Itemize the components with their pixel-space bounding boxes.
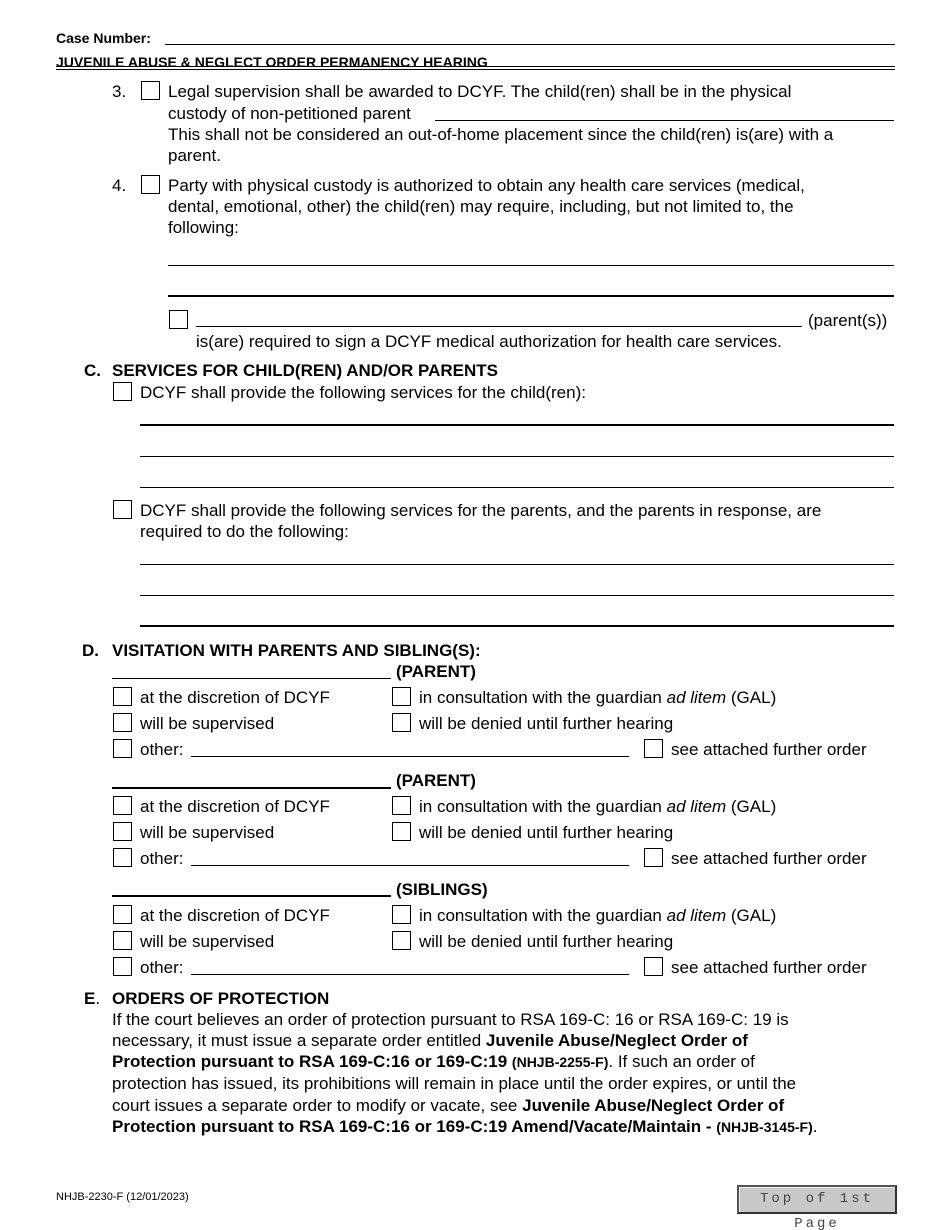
section-d-letter: D. <box>82 641 99 660</box>
g2-other-label: other: <box>140 849 184 868</box>
parents-suffix: (parent(s)) <box>808 311 888 330</box>
child-services-checkbox[interactable] <box>113 382 132 401</box>
section-e-line4: protection has issued, its prohibitions will remain in place until the order expires, or until the <box>112 1074 797 1093</box>
medical-authorization-text: is(are) required to sign a DCYF medical authorization for health care services. <box>196 332 782 351</box>
case-number-field[interactable] <box>165 44 895 45</box>
g1-discretion-label: at the discretion of DCYF <box>140 688 330 707</box>
section-c-letter: C. <box>84 361 101 380</box>
g1-attached-label: see attached further order <box>671 740 867 759</box>
item3-line1: Legal supervision shall be awarded to DCYF. The child(ren) shall be in the physical <box>168 82 792 101</box>
g2-supervised-label: will be supervised <box>140 823 275 842</box>
g3-supervised-checkbox[interactable] <box>113 931 132 950</box>
section-d-title: VISITATION WITH PARENTS AND SIBLING(S): <box>112 641 481 660</box>
form-id: NHJB-2230-F (12/01/2023) <box>56 1191 189 1203</box>
form-title: JUVENILE ABUSE & NEGLECT ORDER PERMANENCY HEARING <box>56 54 488 70</box>
header-rule-2 <box>56 69 895 70</box>
section-e-letter: E. <box>84 989 101 1008</box>
g3-discretion-checkbox[interactable] <box>113 905 132 924</box>
g2-denied-checkbox[interactable] <box>392 822 411 841</box>
g3-other-checkbox[interactable] <box>113 957 132 976</box>
section-e-line1: If the court believes an order of protection pursuant to RSA 169-C: 16 or RSA 169-C: 19 is <box>112 1010 789 1029</box>
item3-checkbox[interactable] <box>141 81 160 100</box>
g2-other-checkbox[interactable] <box>113 848 132 867</box>
item4-line3: following: <box>168 218 239 237</box>
parent-services-line1: DCYF shall provide the following services for the parents, and the parents in response, are <box>140 501 822 520</box>
parent-services-line2: required to do the following: <box>140 522 349 541</box>
parent-services-field-2[interactable] <box>140 595 894 596</box>
g3-consultation-label: in consultation with the guardian ad litem (GAL) <box>419 906 777 925</box>
g1-consultation-label: in consultation with the guardian ad litem (GAL) <box>419 688 777 707</box>
g3-other-field[interactable] <box>191 974 629 975</box>
item4-line2: dental, emotional, other) the child(ren) may require, including, but not limited to, the <box>168 197 794 216</box>
child-services-field-1[interactable] <box>140 424 894 426</box>
section-c-title: SERVICES FOR CHILD(REN) AND/OR PARENTS <box>112 361 498 380</box>
header-rule <box>56 66 895 67</box>
g3-attached-checkbox[interactable] <box>644 957 663 976</box>
item4-line1: Party with physical custody is authorized to obtain any health care services (medical, <box>168 176 805 195</box>
child-services-text: DCYF shall provide the following services for the child(ren): <box>140 383 586 402</box>
g1-other-checkbox[interactable] <box>113 739 132 758</box>
item4-number: 4. <box>112 176 127 195</box>
section-e-line3: Protection pursuant to RSA 169-C:16 or 169-C:19 (NHJB-2255-F). If such an order of <box>112 1052 755 1071</box>
section-e-line5: court issues a separate order to modify or vacate, see Juvenile Abuse/Neglect Order of <box>112 1096 785 1115</box>
section-e-line2: necessary, it must issue a separate order entitled Juvenile Abuse/Neglect Order of <box>112 1031 748 1050</box>
g3-supervised-label: will be supervised <box>140 932 275 951</box>
item3-number: 3. <box>112 82 127 101</box>
item3-line3: This shall not be considered an out-of-home placement since the child(ren) is(are) with a <box>168 125 834 144</box>
visitation-siblings-name-field[interactable] <box>112 895 391 897</box>
g3-consultation-checkbox[interactable] <box>392 905 411 924</box>
g1-attached-checkbox[interactable] <box>644 739 663 758</box>
g3-denied-checkbox[interactable] <box>392 931 411 950</box>
section-e-line6: Protection pursuant to RSA 169-C:16 or 169-C:19 Amend/Vacate/Maintain - (NHJB-3145-F). <box>112 1117 818 1136</box>
child-services-field-2[interactable] <box>140 456 894 457</box>
case-number-label: Case Number: <box>56 30 151 46</box>
visitation-group-2-label: (PARENT) <box>396 771 476 790</box>
parent-services-checkbox[interactable] <box>113 500 132 519</box>
item3-line4: parent. <box>168 146 221 165</box>
g1-other-field[interactable] <box>191 756 629 757</box>
visitation-group-3-label: (SIBLINGS) <box>396 880 488 899</box>
g1-supervised-checkbox[interactable] <box>113 713 132 732</box>
g3-attached-label: see attached further order <box>671 958 867 977</box>
g2-consultation-checkbox[interactable] <box>392 796 411 815</box>
g2-denied-label: will be denied until further hearing <box>419 823 674 842</box>
g1-consultation-checkbox[interactable] <box>392 687 411 706</box>
parents-name-field[interactable] <box>196 326 802 327</box>
g3-other-label: other: <box>140 958 184 977</box>
g1-supervised-label: will be supervised <box>140 714 275 733</box>
item3-line2: custody of non-petitioned parent <box>168 104 411 123</box>
g2-discretion-checkbox[interactable] <box>113 796 132 815</box>
g3-discretion-label: at the discretion of DCYF <box>140 906 330 925</box>
parent-services-field-1[interactable] <box>140 564 894 565</box>
visitation-group-1-label: (PARENT) <box>396 662 476 681</box>
health-services-field-2[interactable] <box>168 295 894 297</box>
visitation-parent-2-name-field[interactable] <box>112 787 391 789</box>
g3-denied-label: will be denied until further hearing <box>419 932 674 951</box>
g2-other-field[interactable] <box>191 865 629 866</box>
visitation-parent-1-name-field[interactable] <box>112 678 391 679</box>
section-e-title: ORDERS OF PROTECTION <box>112 989 330 1008</box>
g1-denied-label: will be denied until further hearing <box>419 714 674 733</box>
top-of-first-page-button[interactable]: Top of 1st Page <box>737 1185 897 1214</box>
g1-denied-checkbox[interactable] <box>392 713 411 732</box>
g2-discretion-label: at the discretion of DCYF <box>140 797 330 816</box>
parent-services-field-3[interactable] <box>140 625 894 627</box>
g1-other-label: other: <box>140 740 184 759</box>
g2-supervised-checkbox[interactable] <box>113 822 132 841</box>
g2-consultation-label: in consultation with the guardian ad litem (GAL) <box>419 797 777 816</box>
g2-attached-checkbox[interactable] <box>644 848 663 867</box>
g1-discretion-checkbox[interactable] <box>113 687 132 706</box>
child-services-field-3[interactable] <box>140 487 894 488</box>
item4-checkbox[interactable] <box>141 175 160 194</box>
medical-authorization-checkbox[interactable] <box>169 310 188 329</box>
health-services-field-1[interactable] <box>168 265 894 266</box>
g2-attached-label: see attached further order <box>671 849 867 868</box>
non-petitioned-parent-field[interactable] <box>435 120 894 121</box>
